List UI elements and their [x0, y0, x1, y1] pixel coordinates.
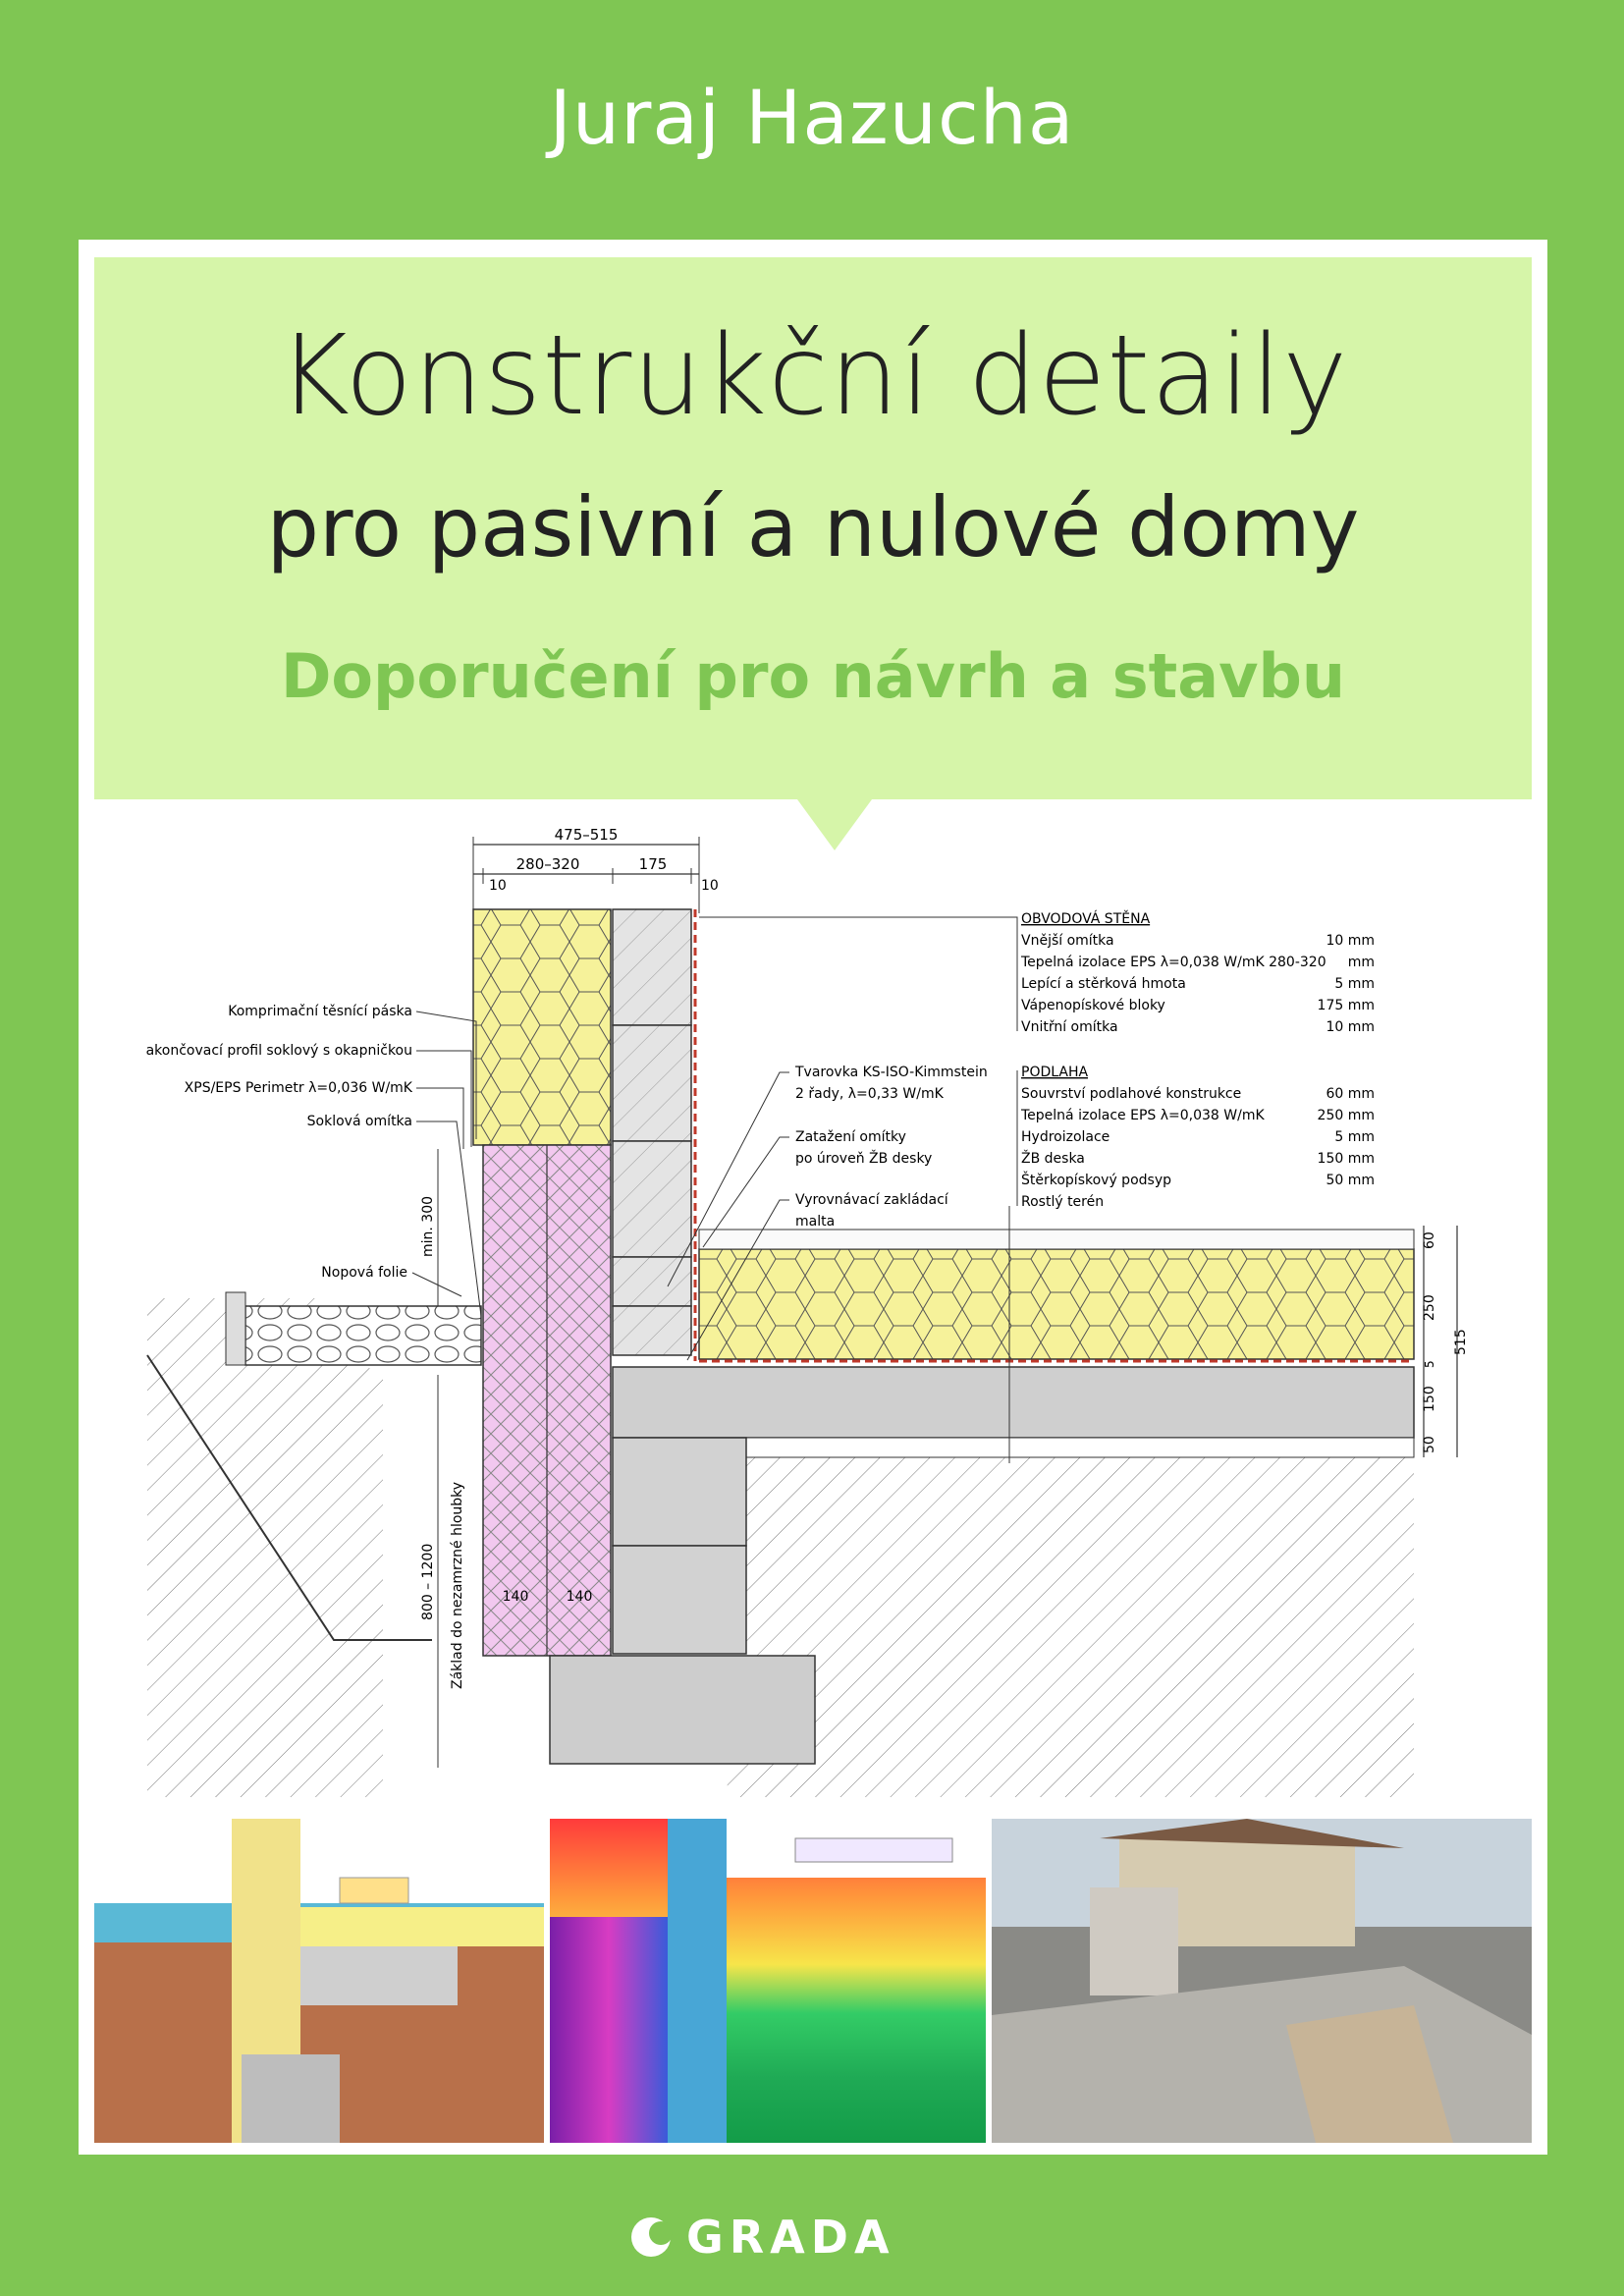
- left-label: Komprimační těsnící páska: [228, 1004, 412, 1019]
- left-label: XPS/EPS Perimetr λ=0,036 W/mK: [184, 1080, 412, 1096]
- thumbnail-row: [94, 1819, 1532, 2143]
- floor-layer: Hydroizolace: [1021, 1129, 1110, 1145]
- ground-right: [727, 1453, 1414, 1797]
- author-name: Juraj Hazucha: [549, 74, 1075, 161]
- wall-heading: OBVODOVÁ STĚNA: [1021, 911, 1151, 927]
- floor-layer: Rostlý terén: [1021, 1194, 1105, 1210]
- wall-layer: Lepící a stěrková hmota: [1021, 976, 1186, 992]
- construction-photo-thumbnail: [992, 1819, 1532, 2143]
- dim-insulation: 280–320: [515, 855, 580, 873]
- floor-layer: Tepelná izolace EPS λ=0,038 W/mK: [1021, 1108, 1265, 1123]
- wall-layer: Vnější omítka: [1021, 933, 1114, 949]
- book-title-line2: pro pasivní a nulové domy: [266, 479, 1360, 575]
- dim-right-2: 250: [1422, 1294, 1437, 1321]
- wall-insulation: [473, 909, 611, 1145]
- wall-layer: Vnitřní omítka: [1021, 1019, 1118, 1035]
- wall-layer-value: 10 mm: [1326, 933, 1375, 949]
- wall-layer-value: 5 mm: [1334, 976, 1375, 992]
- isokorb-block: [613, 1306, 691, 1355]
- dim-bottom-1: 140: [502, 1589, 529, 1605]
- floor-layer-value: 250 mm: [1317, 1108, 1375, 1123]
- concrete-slab: [613, 1367, 1414, 1438]
- floor-layer: ŽB deska: [1021, 1151, 1085, 1167]
- floor-layer: Souvrství podlahové konstrukce: [1021, 1086, 1242, 1102]
- ground-left: [147, 1298, 383, 1797]
- depth-label: Základ do nezamrzné hloubky: [450, 1481, 465, 1689]
- foundation-block: [613, 1438, 746, 1546]
- floor-layer-value: 150 mm: [1317, 1151, 1375, 1167]
- middle-label: Zatažení omítky: [795, 1129, 906, 1145]
- dim-min: min. 300: [420, 1195, 436, 1257]
- left-label: Soklová omítka: [306, 1114, 412, 1129]
- dim-total: 475–515: [554, 826, 619, 844]
- middle-label: Vyrovnávací zakládací: [795, 1192, 948, 1208]
- dim-left-gap: 10: [489, 878, 507, 894]
- publisher-logo: [0, 2208, 1624, 2270]
- left-label: akončovací profil soklový s okapničkou: [145, 1043, 412, 1059]
- foundation-block: [613, 1546, 746, 1654]
- edge-curb: [226, 1292, 245, 1365]
- floor-layer: Štěrkopískový podsyp: [1021, 1173, 1171, 1188]
- dim-right-5: 50: [1422, 1436, 1437, 1453]
- dim-depth: 800 – 1200: [420, 1543, 436, 1620]
- wall-layer-value: mm: [1347, 955, 1375, 970]
- floor-finish: [699, 1230, 1414, 1249]
- dim-right-1: 60: [1422, 1231, 1437, 1249]
- book-subtitle: Doporučení pro návrh a stavbu: [280, 640, 1346, 712]
- book-title-line1: Konstrukční detaily: [277, 312, 1349, 440]
- middle-label: malta: [795, 1214, 836, 1230]
- grada-logo-icon: [625, 2208, 999, 2267]
- middle-label: 2 řady, λ=0,33 W/mK: [795, 1086, 944, 1102]
- floor-layer-value: 5 mm: [1334, 1129, 1375, 1145]
- publisher-name: GRADA: [686, 2211, 895, 2264]
- gravel-drainage: [245, 1306, 481, 1365]
- masonry-block: [613, 1141, 691, 1257]
- dim-right-4: 150: [1422, 1386, 1437, 1412]
- foundation-footing: [550, 1656, 815, 1764]
- masonry-block: [613, 909, 691, 1025]
- construction-detail-drawing: [137, 825, 1487, 1797]
- left-label: Nopová folie: [321, 1265, 407, 1281]
- masonry-block: [613, 1025, 691, 1141]
- wall-layer-value: 175 mm: [1317, 998, 1375, 1013]
- thermal-simulation-thumbnail: [550, 1819, 986, 2143]
- floor-layer-value: 50 mm: [1326, 1173, 1375, 1188]
- floor-layer-value: 60 mm: [1326, 1086, 1375, 1102]
- dim-block: 175: [638, 855, 668, 873]
- dim-right-total: 515: [1453, 1329, 1469, 1355]
- wall-layer: Tepelná izolace EPS λ=0,038 W/mK 280-320: [1021, 955, 1326, 970]
- middle-label: po úroveň ŽB desky: [795, 1151, 933, 1167]
- thermal-detail-thumbnail: [94, 1819, 544, 2143]
- floor-insulation: [699, 1249, 1414, 1359]
- dim-bottom-2: 140: [566, 1589, 593, 1605]
- wall-layer: Vápenopískové bloky: [1021, 998, 1165, 1013]
- wall-layer-value: 10 mm: [1326, 1019, 1375, 1035]
- middle-label: Tvarovka KS-ISO-Kimmstein: [795, 1065, 988, 1080]
- dim-right-3: 5: [1423, 1360, 1436, 1368]
- dim-right-gap: 10: [701, 878, 719, 894]
- floor-heading: PODLAHA: [1021, 1065, 1089, 1080]
